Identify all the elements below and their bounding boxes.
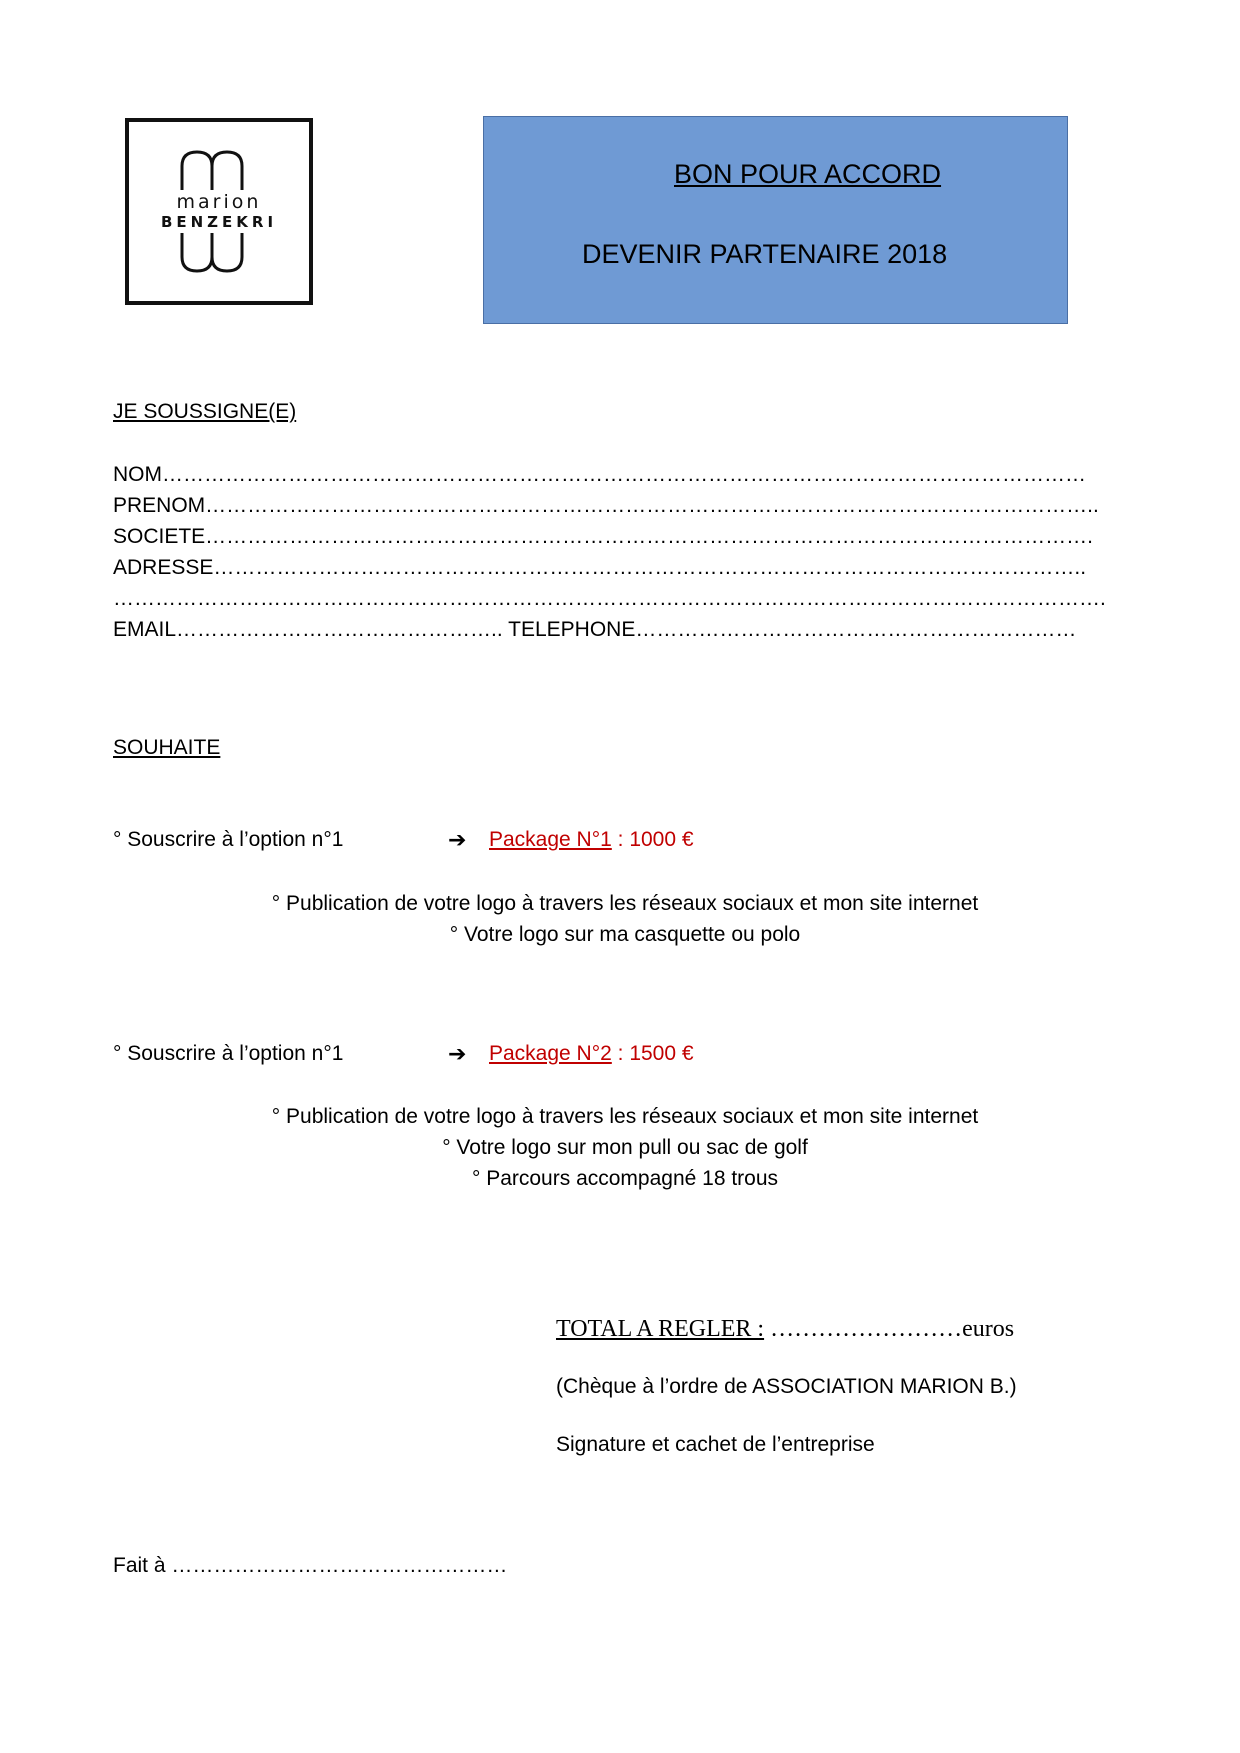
field-adresse[interactable]: ADRESSE……………………………………………………………………………………………………………..: [113, 556, 1087, 579]
wish-heading: SOUHAITE: [113, 736, 221, 759]
total-line: [556, 1316, 1014, 1343]
logo: [125, 118, 313, 305]
total-label: TOTAL A REGLER :: [556, 1316, 765, 1342]
option-1-benefits: [130, 888, 1120, 950]
header-box: [483, 116, 1068, 324]
fait-a-field[interactable]: Fait à …………………………………………: [113, 1554, 508, 1577]
identity-fields: [113, 459, 1106, 645]
signature-label: Signature et cachet de l’entreprise: [556, 1433, 875, 1456]
option-2-arrow-icon: ➔: [448, 1041, 467, 1066]
identity-heading: JE SOUSSIGNE(E): [113, 400, 297, 423]
total-amount-field[interactable]: ……………………: [764, 1316, 963, 1342]
field-nom[interactable]: NOM……………………………………………………………………………………………………………………: [113, 463, 1086, 486]
package-1-price: : 1000 €: [611, 828, 694, 851]
option-2-label: ° Souscrire à l’option n°1: [113, 1042, 344, 1065]
option-2-package: [489, 1042, 694, 1066]
field-adresse-line2[interactable]: …………………………………………………………………………………………………………………………….: [113, 587, 1106, 610]
option-1-label: ° Souscrire à l’option n°1: [113, 828, 344, 851]
option-1-package: [489, 828, 694, 852]
field-societe[interactable]: SOCIETE……………………………………………………………………………………………………………….: [113, 525, 1094, 548]
document-title: BON POUR ACCORD: [674, 159, 942, 189]
benefit-item: ° Publication de votre logo à travers les réseaux sociaux et mon site internet: [271, 892, 979, 915]
benefit-item: ° Votre logo sur ma casquette ou polo: [449, 923, 801, 946]
cheque-note: (Chèque à l’ordre de ASSOCIATION MARION B.): [556, 1375, 1017, 1398]
benefit-item: ° Votre logo sur mon pull ou sac de golf: [442, 1136, 808, 1159]
package-2-name: Package N°2: [489, 1042, 612, 1065]
package-1-name: Package N°1: [489, 828, 612, 851]
benefit-item: ° Parcours accompagné 18 trous: [471, 1167, 779, 1190]
logo-last-name: BENZEKRI: [160, 213, 278, 231]
field-prenom[interactable]: PRENOM………………………………………………………………………………………………………………..: [113, 494, 1099, 517]
package-2-price: : 1500 €: [611, 1042, 694, 1065]
option-1-arrow-icon: ➔: [448, 827, 467, 852]
document-subtitle: DEVENIR PARTENAIRE 2018: [582, 239, 948, 269]
logo-first-name: marion: [176, 191, 262, 213]
field-email-telephone[interactable]: EMAIL……………………………………….. TELEPHONE………………………………………………………: [113, 618, 1077, 641]
benefit-item: ° Publication de votre logo à travers les réseaux sociaux et mon site internet: [271, 1105, 979, 1128]
option-2-benefits: [130, 1101, 1120, 1194]
total-unit: euros: [962, 1316, 1015, 1342]
